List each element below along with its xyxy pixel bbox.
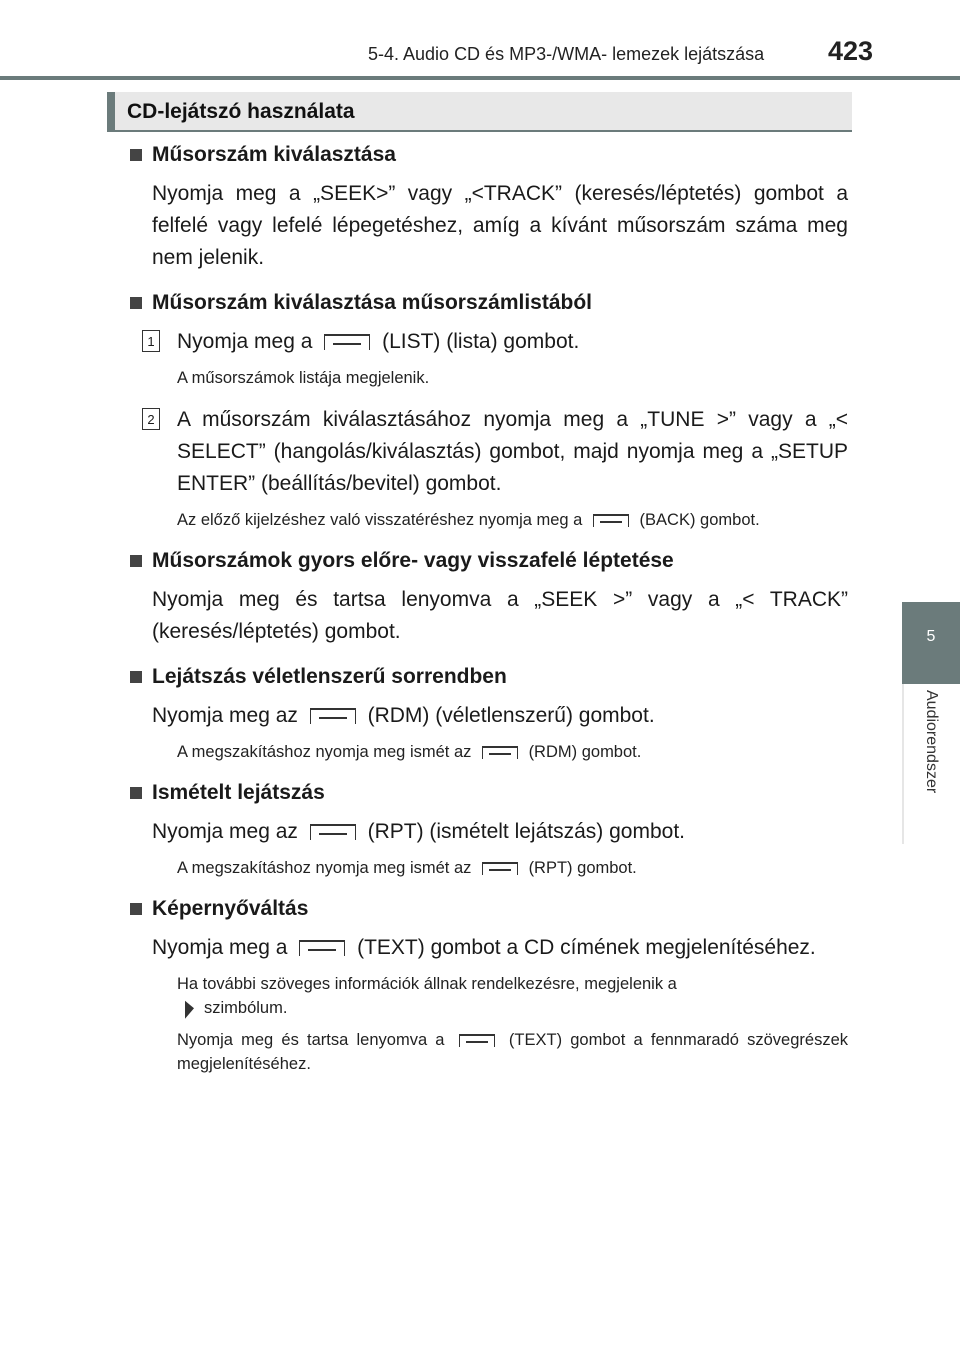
paragraph-track-select: Nyomja meg a „SEEK>” vagy „<TRACK” (keresés/léptetés) gombot a felfelé vagy lefelé lépegetéshez, amíg a kívánt műsorszám száma meg nem jelenik. [152,182,848,269]
rpt-button-icon [482,862,518,875]
heading-track-select: Műsorszám kiválasztása [130,140,848,170]
note-hold-text: Nyomja meg és tartsa lenyomva a (TEXT) gombot a fennmaradó szövegrészek megjelenítéséhez. [177,1031,848,1073]
chapter-label [904,690,958,820]
paragraph-display-change: Nyomja meg a (TEXT) gombot a CD címének megjelenítéséhez. [152,936,816,959]
heading-random-play: Lejátszás véletlenszerű sorrendben [130,662,848,692]
note-step-1: A műsorszámok listája megjelenik. [177,369,430,387]
note-step-2: Az előző kijelzéshez való visszatéréshez nyomja meg a (BACK) gombot. [177,511,760,529]
chapter-tab [902,602,960,684]
square-bullet-icon [130,671,142,683]
header-rule [0,76,960,80]
paragraph-fast-seek: Nyomja meg és tartsa lenyomva a „SEEK >” vagy a „< TRACK” (keresés/léptetés) gombot. [152,588,848,643]
note-repeat-play: A megszakításhoz nyomja meg ismét az (RPT) gombot. [177,859,637,877]
rpt-button-icon [310,824,356,840]
section-title: CD-lejátszó használata [127,100,355,123]
square-bullet-icon [130,297,142,309]
page-number: 423 [828,36,874,66]
square-bullet-icon [130,149,142,161]
square-bullet-icon [130,787,142,799]
step-number-2: 2 [142,408,160,430]
square-bullet-icon [130,903,142,915]
more-text-symbol-icon [185,999,194,1019]
rdm-button-icon [310,708,356,724]
step-2: 2 A műsorszám kiválasztásához nyomja meg a „TUNE >” vagy a „< SELECT” (hangolás/kiválasztás) gombot, majd nyomja meg a „SETUP ENTER” (beállítás/bevitel) gombot. [130,404,848,500]
paragraph-repeat-play: Nyomja meg az (RPT) (ismételt lejátszás) gombot. [152,820,685,843]
heading-track-list: Műsorszám kiválasztása műsorszámlistából [130,288,848,318]
chapter-label-text: Audiorendszer [923,690,940,794]
chapter-number: 5 [926,628,936,645]
note-more-text: Ha további szöveges információk állnak rendelkezésre, megjelenik a szimbólum. [177,975,677,1017]
paragraph-random-play: Nyomja meg az (RDM) (véletlenszerű) gombot. [152,704,655,727]
heading-display-change: Képernyőváltás [130,894,848,924]
heading-repeat-play: Ismételt lejátszás [130,778,848,808]
note-random-play: A megszakításhoz nyomja meg ismét az (RDM) gombot. [177,743,642,761]
heading-fast-seek: Műsorszámok gyors előre- vagy visszafelé léptetése [130,546,848,576]
running-header-title: 5-4. Audio CD és MP3-/WMA- lemezek lejátszása [368,44,765,64]
square-bullet-icon [130,555,142,567]
text-button-icon [459,1034,495,1047]
step-number-1: 1 [142,330,160,352]
back-button-icon [593,514,629,527]
rdm-button-icon [482,746,518,759]
main-content [130,140,848,1076]
section-accent [107,92,115,132]
list-button-icon [324,334,370,350]
section-underline [107,130,852,132]
text-button-icon [299,940,345,956]
step-1: 1 Nyomja meg a (LIST) (lista) gombot. [130,326,848,358]
section-title-bar [107,92,852,132]
